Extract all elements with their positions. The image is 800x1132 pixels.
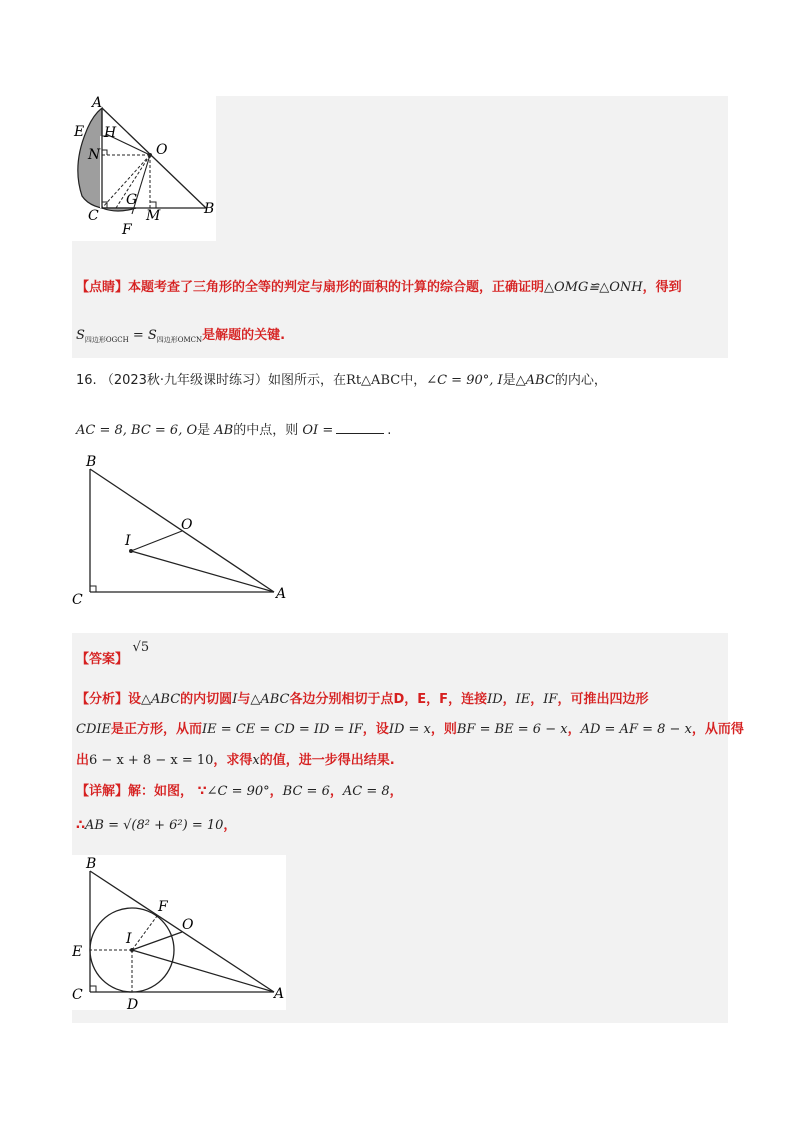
analysis-t14: 的值，进一步得出结果. xyxy=(259,753,395,768)
analysis-line-1 xyxy=(76,688,648,707)
label-B: B xyxy=(204,201,215,217)
analysis-line-2 xyxy=(76,718,744,737)
comment-after: ，得到 xyxy=(642,280,682,295)
analysis-t1: 设 xyxy=(128,692,142,707)
question-mid5: 的中点，则 xyxy=(233,423,299,438)
question-tri: △ABC xyxy=(515,373,555,388)
analysis-t10: ， xyxy=(567,722,581,737)
analysis-t7: 是正方形，从而 xyxy=(111,722,203,737)
figure-1 xyxy=(72,96,216,241)
question-line-2 xyxy=(76,419,391,438)
analysis-tri1: △ABC xyxy=(141,692,181,707)
question-rt: Rt△ABC xyxy=(346,373,401,388)
analysis-t13: ，求得 xyxy=(213,753,253,768)
analysis-t2: 的内切圆 xyxy=(180,692,233,707)
label-E: E xyxy=(74,124,85,140)
answer-blank xyxy=(336,421,384,434)
detail-c3: AC = 8 xyxy=(342,784,390,799)
fig3-label-O: O xyxy=(182,917,194,933)
figure-2 xyxy=(72,453,292,608)
detail-sep2: ， xyxy=(329,784,343,799)
label-M: M xyxy=(146,208,161,224)
because-symbol: ∵ xyxy=(197,784,207,799)
question-mid1: 中， xyxy=(400,373,427,388)
figure-3-svg xyxy=(72,855,286,1010)
answer-line xyxy=(76,640,150,667)
answer-value: √5 xyxy=(132,640,150,655)
label-A: A xyxy=(92,96,103,111)
fig3-label-B: B xyxy=(86,856,97,872)
analysis-eq3: BF = BE = 6 − x xyxy=(456,722,568,737)
question-end: . xyxy=(387,423,392,438)
figure-3 xyxy=(72,855,286,1010)
analysis-t9: ，则 xyxy=(430,722,457,737)
area-s1: S xyxy=(76,328,85,343)
analysis-if: IF xyxy=(543,692,558,707)
fig2-label-B: B xyxy=(86,454,97,470)
analysis-t3: 与 xyxy=(237,692,251,707)
answer-tag: 【答案】 xyxy=(76,652,129,667)
label-O: O xyxy=(156,142,168,158)
fig3-label-E: E xyxy=(72,944,83,960)
figure-1-svg xyxy=(72,96,216,241)
label-G: G xyxy=(126,192,138,208)
question-number: 16. xyxy=(76,373,97,388)
analysis-t5: ，连接 xyxy=(448,692,488,707)
detail-line-1 xyxy=(76,780,403,799)
area-sub2: 四边形OMCN xyxy=(156,336,203,344)
detail-t1: 解：如图， xyxy=(128,784,194,799)
question-ab: AB xyxy=(214,423,234,438)
analysis-sep1: ， xyxy=(502,692,516,707)
therefore-symbol: ∴ xyxy=(76,818,86,833)
detail-c1: ∠C = 90° xyxy=(206,784,270,799)
question-mid2: 是 xyxy=(502,373,516,388)
area-sub1: 四边形OGCH xyxy=(84,336,129,344)
analysis-eq4: AD = AF = 8 − x xyxy=(580,722,692,737)
detail-sep3: ， xyxy=(389,784,403,799)
detail-sep1: ， xyxy=(269,784,283,799)
analysis-line-3 xyxy=(76,749,395,768)
fig3-label-I: I xyxy=(126,931,132,947)
comment-text: 本题考查了三角形的全等的判定与扇形的面积的计算的综合题，正确证明 xyxy=(128,280,545,295)
fig3-label-C: C xyxy=(72,987,83,1003)
fig3-label-F: F xyxy=(158,899,168,915)
label-F: F xyxy=(122,222,132,238)
fig2-label-A: A xyxy=(276,586,287,602)
question-line-1 xyxy=(76,369,607,388)
fig2-label-I: I xyxy=(125,533,131,549)
detail-c2: BC = 6 xyxy=(282,784,330,799)
area-s2: S xyxy=(147,328,157,343)
analysis-id: ID xyxy=(487,692,503,707)
analysis-i: I xyxy=(232,692,238,707)
label-H: H xyxy=(104,125,117,141)
analysis-tri2: △ABC xyxy=(250,692,290,707)
analysis-t8: ，设 xyxy=(362,722,389,737)
fig2-label-C: C xyxy=(72,592,83,608)
detail-line-2 xyxy=(76,814,236,833)
question-cond2: AC = 8, BC = 6, O xyxy=(76,423,198,438)
comment-end: 是解题的关键. xyxy=(202,328,286,343)
detail-tag: 【详解】 xyxy=(76,784,129,799)
analysis-ie: IE xyxy=(515,692,531,707)
comment-tag: 【点睛】 xyxy=(76,280,129,295)
comment-line-2 xyxy=(76,324,285,345)
analysis-t11: ，从而得 xyxy=(691,722,744,737)
comment-formula: △OMG≌△ONH xyxy=(544,280,643,295)
question-oi: OI = xyxy=(302,423,334,438)
area-eq: = xyxy=(128,328,148,343)
analysis-tag: 【分析】 xyxy=(76,692,129,707)
label-C: C xyxy=(88,208,99,224)
question-source: （2023秋·九年级课时练习）如图所示，在 xyxy=(100,373,347,388)
analysis-eq1: IE = CE = CD = ID = IF xyxy=(202,722,363,737)
detail-sep4: ， xyxy=(223,818,237,833)
detail-c4: AB = √(8² + 6²) = 10 xyxy=(85,818,224,833)
question-mid3: 的内心， xyxy=(554,373,607,388)
analysis-t12: 出 xyxy=(76,753,90,768)
analysis-x: x xyxy=(252,753,260,768)
analysis-eq2: ID = x xyxy=(388,722,431,737)
fig3-label-D: D xyxy=(127,997,139,1010)
analysis-cdie: CDIE xyxy=(76,722,111,737)
label-N: N xyxy=(88,147,101,163)
analysis-t6: ，可推出四边形 xyxy=(557,692,649,707)
question-mid4: 是 xyxy=(197,423,211,438)
question-cond1: ∠C = 90°, I xyxy=(426,373,503,388)
analysis-sep2: ， xyxy=(530,692,544,707)
analysis-t4: 各边分别相切于点 xyxy=(289,692,394,707)
analysis-eq5: 6 − x + 8 − x = 10 xyxy=(89,753,214,768)
fig3-label-A: A xyxy=(274,986,285,1002)
comment-line-1 xyxy=(76,276,682,295)
figure-2-svg xyxy=(72,453,292,608)
analysis-def: D，E，F xyxy=(393,692,449,707)
fig2-label-O: O xyxy=(181,517,193,533)
